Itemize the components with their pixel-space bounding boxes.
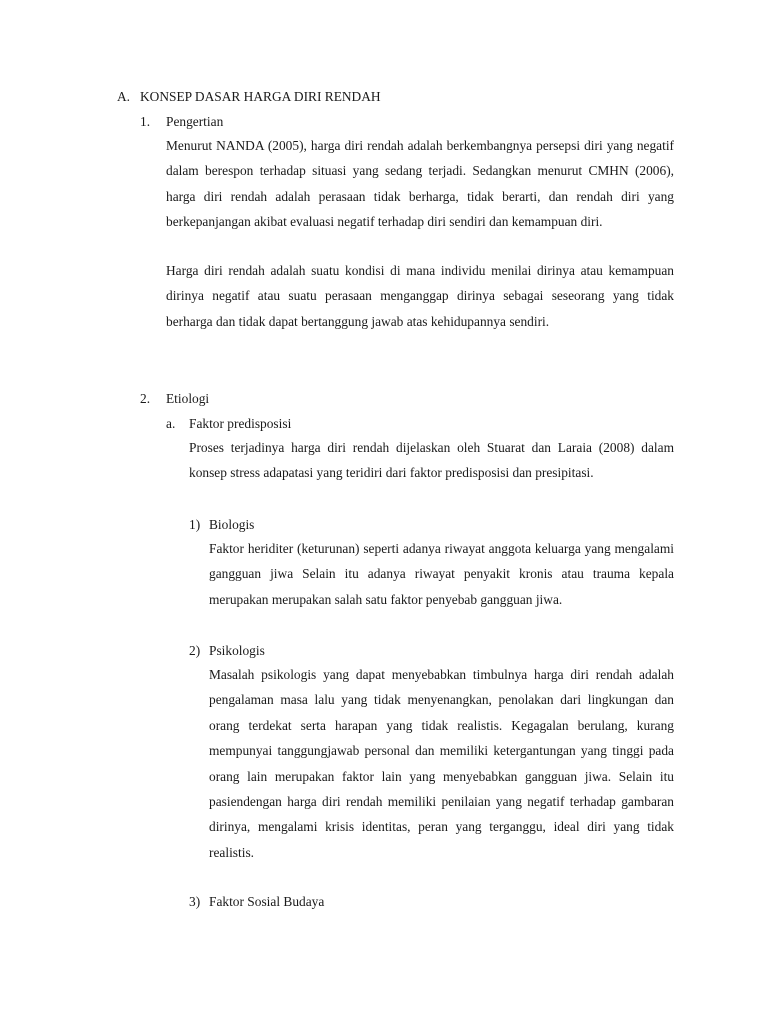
item-1-paragraph-2: Harga diri rendah adalah suatu kondisi di mana individu menilai dirinya atau kemampuan dirinya negatif atau suatu perasaan menganggap dirinya sebagai seseorang yang tidak berharga dan tidak dapat bertanggung jawab atas kehidupannya sendiri. bbox=[166, 263, 674, 329]
point-1-marker: 1) bbox=[189, 517, 201, 532]
point-2-title: Psikologis bbox=[209, 643, 265, 658]
sub-a-marker: a. bbox=[166, 416, 176, 431]
sub-a-title: Faktor predisposisi bbox=[189, 416, 292, 431]
item-2-title: Etiologi bbox=[166, 391, 210, 406]
item-1-title: Pengertian bbox=[166, 114, 224, 129]
section-a-marker: A. bbox=[117, 89, 131, 104]
item-1-marker: 1. bbox=[140, 114, 151, 129]
item-1-paragraph-1: Menurut NANDA (2005), harga diri rendah adalah berkembangnya persepsi diri yang negatif dalam berespon terhadap situasi yang sedang terjadi. Sedangkan menurut CMHN (2006), harga diri rendah adalah perasaan tidak berharga, tidak berarti, dan rendah diri yang berkepanjangan akibat evaluasi negatif terhadap diri sendiri dan kemampuan diri. bbox=[166, 138, 674, 230]
point-1-paragraph: Faktor heriditer (keturunan) seperti adanya riwayat anggota keluarga yang mengalami gangguan jiwa Selain itu adanya riwayat penyakit kronis atau trauma kepala merupakan merupakan salah satu faktor penyebab gangguan jiwa. bbox=[209, 541, 674, 607]
point-2-marker: 2) bbox=[189, 643, 201, 658]
point-2-paragraph: Masalah psikologis yang dapat menyebabkan timbulnya harga diri rendah adalah pengalaman masa lalu yang tidak menyenangkan, penolakan dari lingkungan dan orang terdekat serta harapan yang tidak realistis. Kegagalan berulang, kurang mempunyai tanggungjawab personal dan memiliki ketergantungan yang tinggi pada orang lain merupakan faktor lain yang menyebabkan gangguan jiwa. Selain itu pasiendengan harga diri rendah memiliki penilaian yang negatif terhadap gambaran dirinya, mengalami krisis identitas, peran yang terganggu, ideal diri yang tidak realistis. bbox=[209, 667, 674, 860]
point-3-title: Faktor Sosial Budaya bbox=[209, 894, 325, 909]
sub-a-paragraph: Proses terjadinya harga diri rendah dijelaskan oleh Stuarat dan Laraia (2008) dalam konsep stress adapatasi yang teridiri dari faktor predisposisi dan presipitasi. bbox=[189, 440, 674, 481]
point-1-title: Biologis bbox=[209, 517, 255, 532]
section-a-title: KONSEP DASAR HARGA DIRI RENDAH bbox=[140, 89, 381, 104]
item-2-marker: 2. bbox=[140, 391, 151, 406]
point-3-marker: 3) bbox=[189, 894, 201, 909]
